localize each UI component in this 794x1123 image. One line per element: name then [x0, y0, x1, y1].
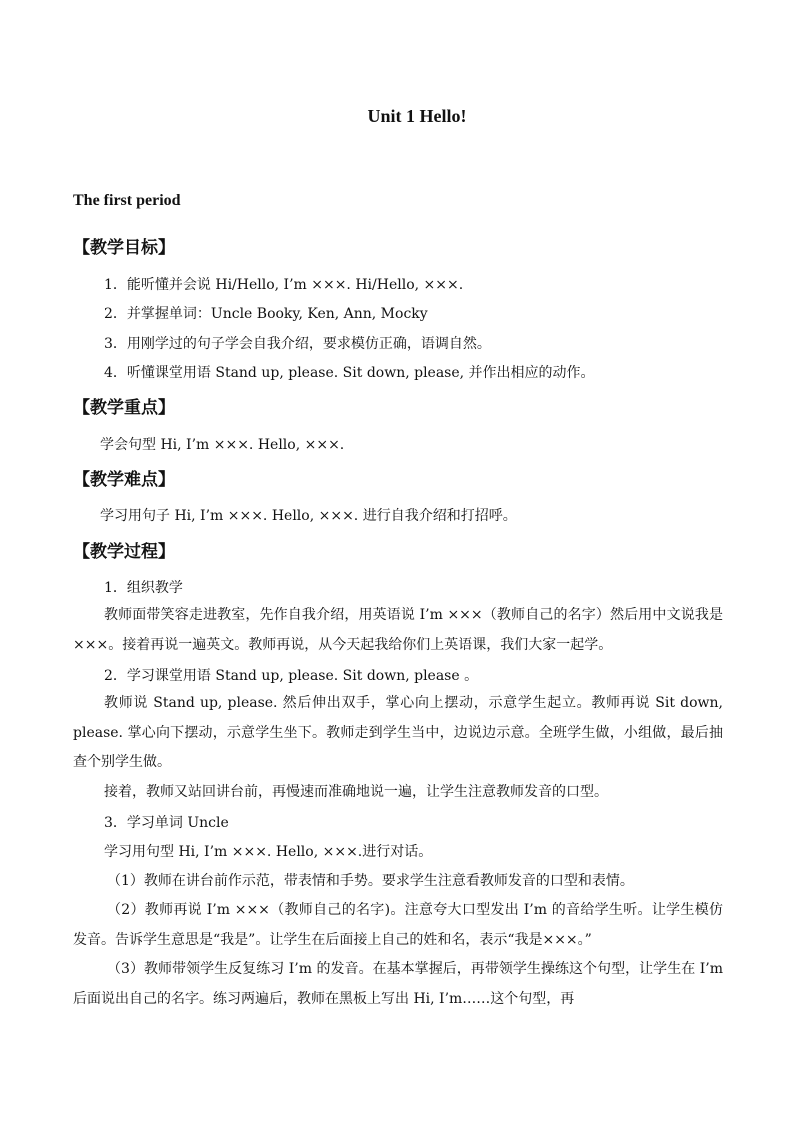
- section-heading-goals: 【教学目标】: [73, 238, 175, 258]
- section-heading-process: 【教学过程】: [73, 542, 175, 562]
- step-paragraph: 学习用句型 Hi, I’m ×××. Hello, ×××.进行对话。: [104, 844, 433, 860]
- section-heading-key-points: 【教学重点】: [73, 398, 175, 418]
- step-paragraph: 接着，教师又站回讲台前，再慢速而准确地说一遍，让学生注意教师发音的口型。: [104, 784, 608, 800]
- step-paragraph: （3）教师带领学生反复练习 I’m 的发音。在基本掌握后，再带领学生操练这个句型，让学生在 I’m 后面说出自己的名字。练习两遍后，教师在黑板上写出 Hi, I’m……这个句型，再: [73, 961, 723, 1007]
- step-title: 1．组织教学: [104, 580, 183, 596]
- step-title: 3．学习单词 Uncle: [104, 815, 229, 831]
- goal-item: 4．听懂课堂用语 Stand up, please. Sit down, please, 并作出相应的动作。: [104, 365, 595, 381]
- document-title: Unit 1 Hello!: [367, 106, 467, 126]
- goal-item: 1．能听懂并会说 Hi/Hello, I’m ×××. Hi/Hello, ×××.: [104, 277, 464, 293]
- step-paragraph: 教师说 Stand up, please. 然后伸出双手，掌心向上摆动，示意学生起立。教师再说 Sit down, please. 掌心向下摆动，示意学生坐下。教师走到学生当中，边说边示意。全班学生做，小组做，最后抽查个别学生做。: [73, 695, 723, 770]
- lesson-period: The first period: [73, 192, 181, 209]
- step-title: 2．学习课堂用语 Stand up, please. Sit down, please 。: [104, 668, 479, 684]
- key-points-text: 学会句型 Hi, I’m ×××. Hello, ×××.: [100, 437, 345, 453]
- goal-item: 3．用刚学过的句子学会自我介绍，要求模仿正确，语调自然。: [104, 336, 491, 352]
- step-paragraph: （1）教师在讲台前作示范，带表情和手势。要求学生注意看教师发音的口型和表情。: [107, 873, 634, 889]
- section-heading-difficulties: 【教学难点】: [73, 470, 175, 490]
- difficulties-text: 学习用句子 Hi, I’m ×××. Hello, ×××. 进行自我介绍和打招呼。: [100, 508, 517, 524]
- goal-item: 2．并掌握单词：Uncle Booky, Ken, Ann, Mocky: [104, 306, 428, 322]
- step-paragraph: 教师面带笑容走进教室，先作自我介绍，用英语说 I’m ×××（教师自己的名字）然后用中文说我是×××。接着再说一遍英文。教师再说，从今天起我给你们上英语课，我们大家一起学。: [73, 607, 723, 653]
- step-paragraph: （2）教师再说 I’m ×××（教师自己的名字)。注意夸大口型发出 I’m 的音给学生听。让学生模仿发音。告诉学生意思是“我是”。让学生在后面接上自己的姓和名，表示“我是×××。”: [73, 902, 723, 948]
